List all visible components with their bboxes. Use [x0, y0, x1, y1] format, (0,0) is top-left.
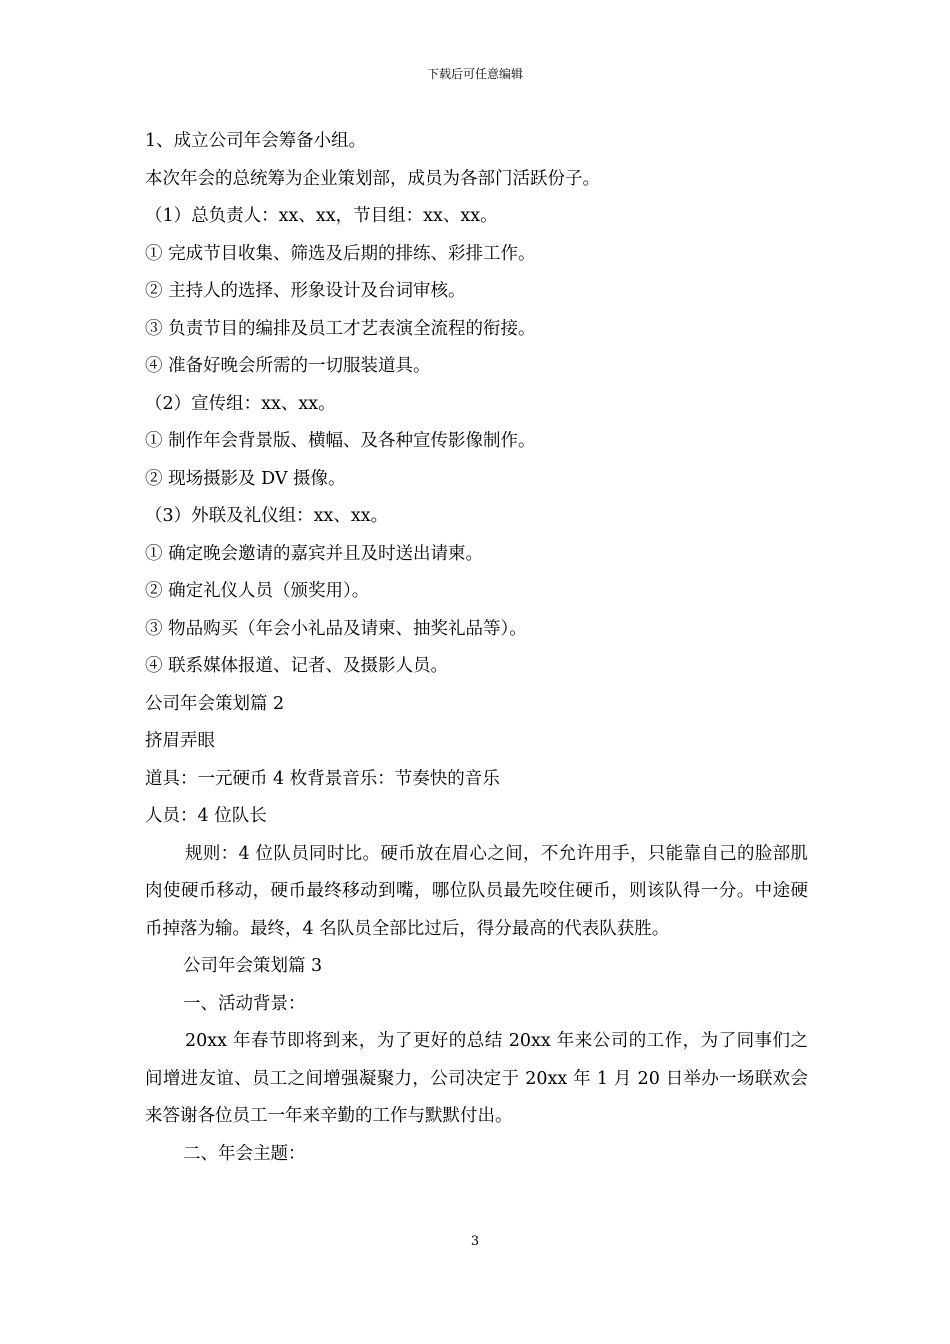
props-line: 道具：一元硬币 4 枚背景音乐：节奏快的音乐: [145, 768, 500, 789]
theme-heading: 二、年会主题：: [183, 1143, 306, 1164]
document-body: [145, 123, 808, 1173]
text-line: ② 现场摄影及 DV 摄像。: [145, 468, 346, 489]
section-title: 公司年会策划篇 2: [145, 693, 285, 714]
text-line: ③ 物品购买（年会小礼品及请柬、抽奖礼品等）。: [145, 618, 527, 639]
text-line: （1）总负责人：xx、xx，节目组：xx、xx。: [145, 206, 498, 226]
text-line: ① 制作年会背景版、横幅、及各种宣传影像制作。: [145, 431, 536, 451]
text-line: （2）宣传组：xx、xx。: [145, 393, 336, 414]
text-line: （3）外联及礼仪组：xx、xx。: [145, 506, 389, 526]
personnel-line: 人员：4 位队长: [145, 806, 267, 826]
text-line: ① 确定晚会邀请的嘉宾并且及时送出请柬。: [145, 543, 484, 564]
background-heading: 一、活动背景：: [183, 993, 306, 1014]
text-line: ② 确定礼仪人员（颁奖用）。: [145, 581, 370, 601]
page-header: 下载后可任意编辑: [426, 67, 523, 81]
section-title: 公司年会策划篇 3: [183, 956, 323, 976]
text-line: ② 主持人的选择、形象设计及台词审核。: [145, 281, 466, 301]
text-line: 本次年会的总统筹为企业策划部，成员为各部门活跃份子。: [145, 168, 600, 189]
text-line: ④ 准备好晚会所需的一切服装道具。: [145, 356, 431, 376]
rules-paragraph: 规则：4 位队员同时比。硬币放在眉心之间，不允许用手，只能靠自己的脸部肌肉使硬币移动，硬币最终移动到嘴，哪位队员最先咬住硬币，则该队得一分。中途硬币掉落为输。最终，4 名队员全部比过后，得分最高的代表队获胜。: [145, 843, 808, 939]
text-line: ① 完成节目收集、筛选及后期的排练、彩排工作。: [145, 243, 536, 264]
background-paragraph: 20xx 年春节即将到来，为了更好的总结 20xx 年来公司的工作，为了同事们之间增进友谊、员工之间增强凝聚力，公司决定于 20xx 年 1 月 20 日举办一场联欢会来答谢各位员工一年来辛勤的工作与默默付出。: [145, 1031, 808, 1126]
text-line: ③ 负责节目的编排及员工才艺表演全流程的衔接。: [145, 318, 536, 339]
game-title: 挤眉弄眼: [145, 731, 215, 751]
text-line: 1、成立公司年会筹备小组。: [145, 131, 367, 151]
text-line: ④ 联系媒体报道、记者、及摄影人员。: [145, 656, 449, 676]
page-number: 3: [470, 1234, 480, 1249]
